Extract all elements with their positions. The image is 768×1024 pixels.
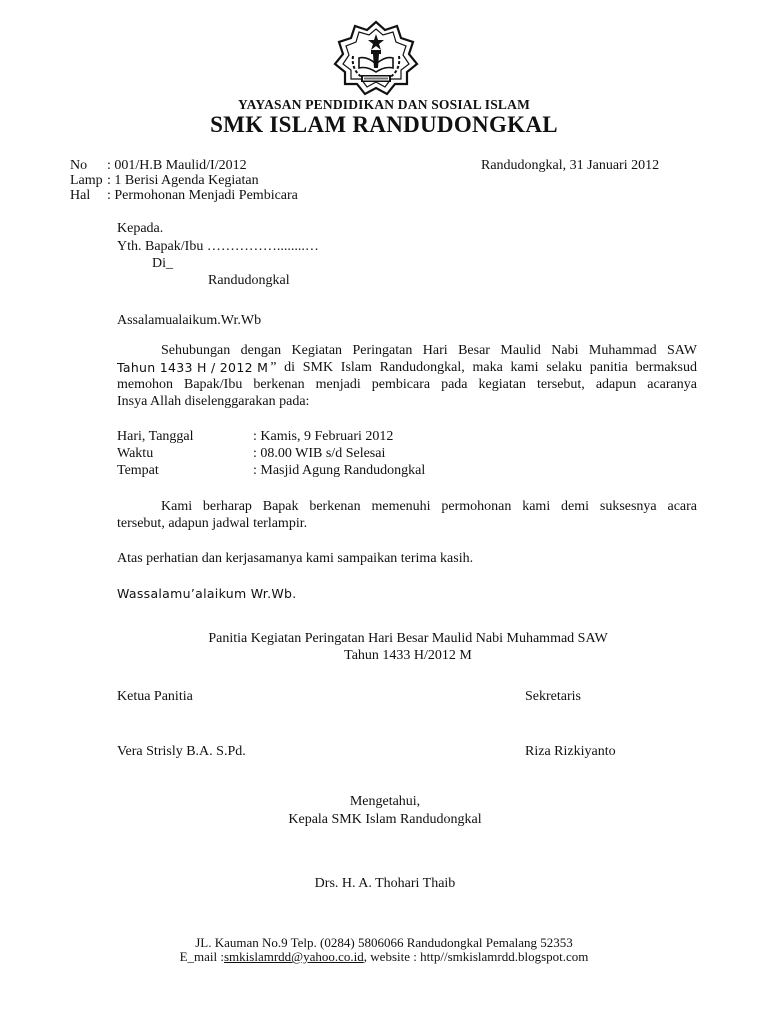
paragraph-1-line-3: memohon Bapak/Ibu berkenan menjadi pembicara pada kegiatan tersebut, adapun acaranya <box>117 377 697 392</box>
recipient-yth: Yth. Bapak/Ibu ……………........… <box>117 239 319 254</box>
year-text: Tahun 1433 H / 2012 M <box>117 360 269 375</box>
schedule-label-time: Waktu <box>117 446 154 461</box>
footer-email-link[interactable]: smkislamrdd@yahoo.co.id <box>224 949 364 964</box>
paragraph-2-line-1: Kami berharap Bapak berkenan memenuhi permohonan kami demi suksesnya acara <box>161 499 697 514</box>
footer-website-label: , website : <box>363 949 421 964</box>
schedule-label-place: Tempat <box>117 463 159 478</box>
school-name: SMK ISLAM RANDUDONGKAL <box>210 112 558 137</box>
closing-salutation: Wassalamu’alaikum Wr.Wb. <box>117 586 297 601</box>
schedule-label-day: Hari, Tanggal <box>117 429 194 444</box>
paragraph-1-line-1: Sehubungan dengan Kegiatan Peringatan Hari Besar Maulid Nabi Muhammad SAW <box>161 343 697 358</box>
schedule-value-time: : 08.00 WIB s/d Selesai <box>253 446 386 461</box>
schedule-value-day: : Kamis, 9 Februari 2012 <box>253 429 394 444</box>
committee-line-1: Panitia Kegiatan Peringatan Hari Besar Maulid Nabi Muhammad SAW <box>208 631 608 646</box>
chair-title: Ketua Panitia <box>117 689 193 704</box>
footer-email-prefix: E_mail : <box>179 949 224 964</box>
attachment-label: Lamp <box>70 173 103 188</box>
letter-number-label: No <box>70 158 88 173</box>
paragraph-2-line-2: tersebut, adapun jadwal terlampir. <box>117 516 308 531</box>
schedule-value-place: : Masjid Agung Randudongkal <box>253 463 426 478</box>
subject-value: : Permohonan Menjadi Pembicara <box>107 188 298 203</box>
footer-address: JL. Kauman No.9 Telp. (0284) 5806066 Randudongkal Pemalang 52353 <box>195 935 573 950</box>
principal-name: Drs. H. A. Thohari Thaib <box>314 876 456 891</box>
attachment-value: : 1 Berisi Agenda Kegiatan <box>107 173 259 188</box>
chair-name: Vera Strisly B.A. S.Pd. <box>117 744 246 759</box>
recipient-city: Randudongkal <box>208 273 290 288</box>
footer-website-link[interactable]: http//smkislamrdd.blogspot.com <box>420 949 589 964</box>
paragraph-1-line-4: Insya Allah diselenggarakan pada: <box>117 394 310 409</box>
secretary-title: Sekretaris <box>525 689 581 704</box>
recipient-di: Di_ <box>152 256 173 271</box>
acknowledged-label: Mengetahui, <box>349 794 421 809</box>
subject-label: Hal <box>70 188 91 203</box>
letter-number-value: : 001/H.B Maulid/I/2012 <box>107 158 247 173</box>
organization-name: YAYASAN PENDIDIKAN DAN SOSIAL ISLAM <box>237 97 531 112</box>
greeting: Assalamualaikum.Wr.Wb <box>117 313 262 328</box>
footer-contact <box>0 949 768 965</box>
secretary-name: Riza Rizkiyanto <box>525 744 616 759</box>
paragraph-1-line-2 <box>117 360 697 376</box>
paragraph-1-line-2-rest: ” di SMK Islam Randudongkal, maka kami selaku panitia bermaksud <box>270 360 697 375</box>
recipient-kepada: Kepada. <box>117 221 164 236</box>
paragraph-3: Atas perhatian dan kerjasamanya kami sampaikan terima kasih. <box>117 551 474 566</box>
place-date: Randudongkal, 31 Januari 2012 <box>481 158 660 173</box>
school-emblem-logo <box>333 20 419 100</box>
committee-line-2: Tahun 1433 H/2012 M <box>344 648 472 663</box>
principal-title: Kepala SMK Islam Randudongkal <box>288 812 482 827</box>
